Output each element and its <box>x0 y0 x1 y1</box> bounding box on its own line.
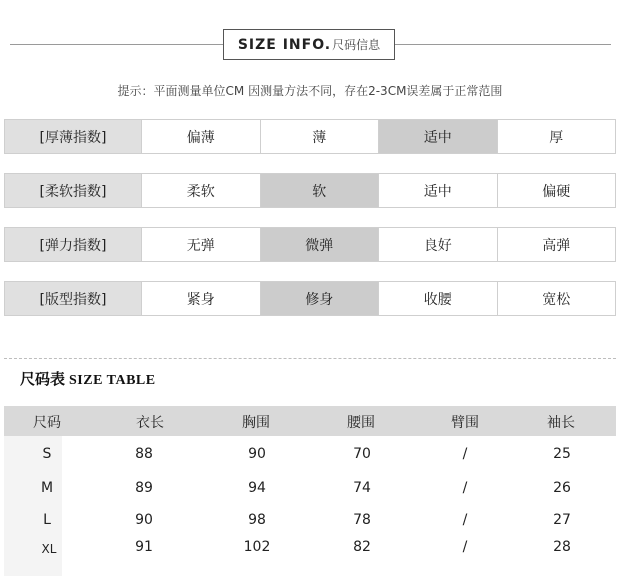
index-option: 收腰 <box>379 281 498 316</box>
index-label: [柔软指数] <box>4 173 142 208</box>
size-cell: XL <box>41 542 57 556</box>
index-option-selected: 适中 <box>379 119 498 154</box>
index-option: 偏硬 <box>498 173 617 208</box>
table-cell: 98 <box>248 512 266 528</box>
table-cell: 94 <box>248 480 266 496</box>
section-title-zh: 尺码信息 <box>332 38 381 52</box>
table-row <box>4 446 616 476</box>
size-table-title-zh: 尺码表 <box>20 370 66 388</box>
column-header-size: 尺码 <box>33 415 61 431</box>
size-cell: L <box>43 512 51 528</box>
table-cell: / <box>462 446 468 462</box>
table-cell: 90 <box>135 512 153 528</box>
column-header-arm: 臂围 <box>451 415 479 431</box>
table-cell: / <box>462 480 468 496</box>
index-row-fit <box>4 281 616 316</box>
size-table-title <box>20 368 156 389</box>
index-option: 无弹 <box>142 227 261 262</box>
table-cell: 25 <box>553 446 571 462</box>
index-option: 柔软 <box>142 173 261 208</box>
index-option: 高弹 <box>498 227 617 262</box>
size-table-title-en: SIZE TABLE <box>69 373 156 388</box>
title-rule-left <box>10 44 223 45</box>
table-cell: 88 <box>135 446 153 462</box>
table-cell: 27 <box>553 512 571 528</box>
measurement-notice: 提示：平面测量单位CM 因测量方法不同，存在2-3CM误差属于正常范围 <box>117 84 503 98</box>
index-option: 紧身 <box>142 281 261 316</box>
index-row-elasticity <box>4 227 616 262</box>
index-option: 良好 <box>379 227 498 262</box>
table-row <box>4 480 616 510</box>
table-cell: 89 <box>135 480 153 496</box>
column-header-sleeve: 袖长 <box>547 415 575 431</box>
column-header-chest: 胸围 <box>242 415 270 431</box>
index-option: 薄 <box>261 119 380 154</box>
index-label: [厚薄指数] <box>4 119 142 154</box>
size-cell: M <box>40 480 54 496</box>
size-table-header <box>4 406 616 436</box>
table-cell: 74 <box>353 480 371 496</box>
section-title-en: SIZE INFO. <box>237 36 332 53</box>
index-label: [弹力指数] <box>4 227 142 262</box>
table-cell: 78 <box>353 512 371 528</box>
column-header-waist: 腰围 <box>347 415 375 431</box>
table-cell: 82 <box>353 539 371 555</box>
size-cell: S <box>42 446 52 462</box>
index-option-selected: 微弹 <box>261 227 380 262</box>
index-label: [版型指数] <box>4 281 142 316</box>
index-row-thickness <box>4 119 616 154</box>
table-cell: 26 <box>553 480 571 496</box>
table-cell: 90 <box>248 446 266 462</box>
index-option: 宽松 <box>498 281 617 316</box>
index-row-softness <box>4 173 616 208</box>
index-option: 厚 <box>498 119 617 154</box>
index-option: 偏薄 <box>142 119 261 154</box>
table-cell: / <box>462 512 468 528</box>
index-option: 适中 <box>379 173 498 208</box>
table-row <box>4 512 616 542</box>
table-cell: 91 <box>135 539 153 555</box>
table-row <box>4 539 616 569</box>
table-cell: 28 <box>553 539 571 555</box>
index-option-selected: 修身 <box>261 281 380 316</box>
table-cell: / <box>462 539 468 555</box>
column-header-length: 衣长 <box>136 415 164 431</box>
index-option-selected: 软 <box>261 173 380 208</box>
title-rule-right <box>395 44 611 45</box>
section-divider <box>4 358 616 359</box>
table-cell: 70 <box>353 446 371 462</box>
table-cell: 102 <box>243 539 271 555</box>
section-title <box>223 29 395 60</box>
